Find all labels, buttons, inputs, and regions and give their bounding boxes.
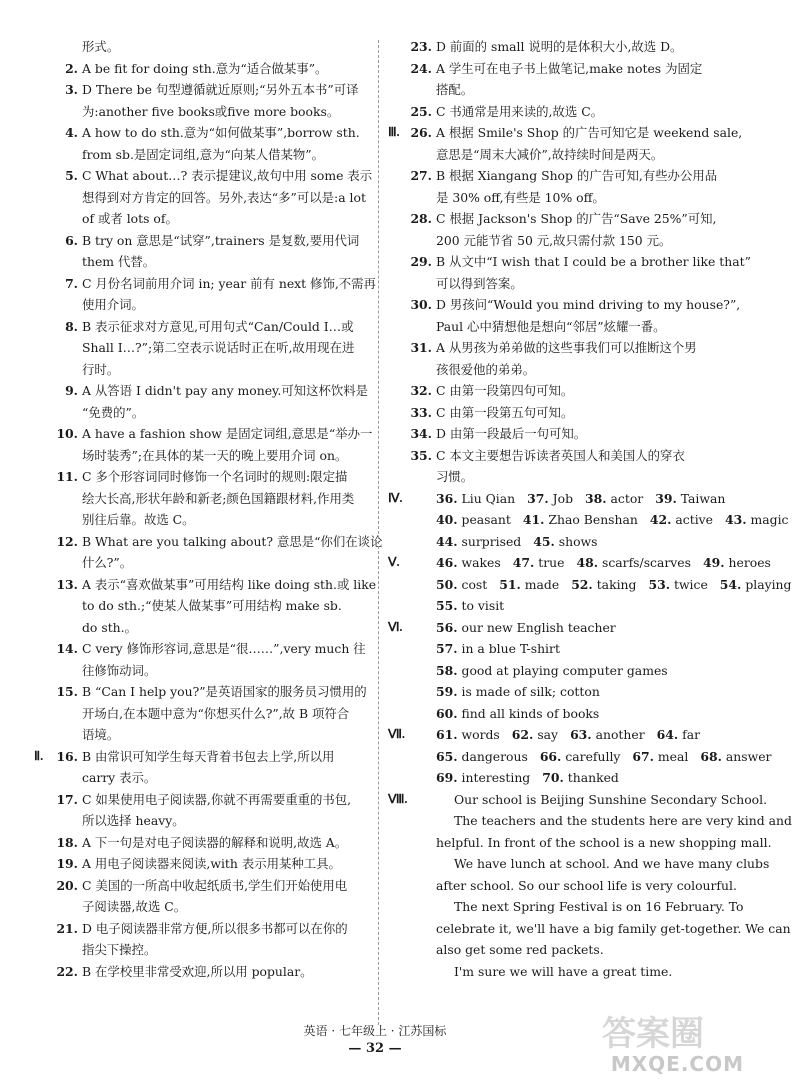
question-number: 27. [410,168,432,183]
section-numeral: Ⅴ. [388,555,400,569]
fill-answer [436,617,616,639]
answer-line: B What are you talking about? 意思是“你们在谈论 [82,533,383,549]
question-number: 37. [527,490,549,506]
answer-line: A 用电子阅读器来阅读,with 表示用某种工具。 [82,856,341,871]
question-number: 42. [649,512,672,527]
question-number: 62. [511,727,534,742]
fill-row [410,595,728,617]
question-number: 13. [56,576,78,592]
question-number: 50. [436,576,458,592]
answer-line: 是 30% off,有些是 10% off。 [436,189,605,205]
answer-line: A 根据 Smile's Shop 的广告可知它是 weekend sale, [436,125,743,140]
fill-answer [436,509,511,531]
essay-line: also get some red packets. [436,942,604,957]
question-number: 63. [570,727,592,742]
question-number: 41. [522,512,545,527]
fill-row [410,531,728,553]
answer-line: C very 修饰形容词,意思是“很……”,very much 往 [82,641,366,656]
answer-line: Shall I…?”;第二空表示说话时正在听,故用现在进 [82,340,355,355]
page-number: — 32 — [348,1041,402,1056]
answer-item [410,423,728,445]
fill-answer [436,638,560,660]
question-number: 45. [533,533,555,549]
fill-answer [436,746,528,768]
answer-item [410,445,728,488]
question-number: 10. [56,426,78,441]
answer-line: C What about…? 表示提建议,故句中用 some 表示 [82,168,373,183]
answer-line: 子阅读器,故选 C。 [82,899,187,914]
fill-answer [576,552,691,574]
question-number: 69. [436,770,458,785]
answer-item [56,230,372,273]
question-number: 12. [56,533,78,549]
answer-line: 语境。 [82,727,120,742]
fill-answer [657,724,700,746]
answer-word: say [537,727,559,742]
watermark-logo [596,1004,750,1082]
answer-line: B 从文中“I wish that I could be a brother like that” [436,254,751,269]
right-column [388,36,792,982]
answer-item [56,273,376,316]
answer-item [56,423,372,466]
fill-row [410,509,789,531]
answer-word: meal [657,748,689,764]
answer-line: of 或者 lots of。 [82,211,178,226]
answer-line: 指尖下操控。 [82,942,157,957]
answer-line: B 在学校里非常受欢迎,所以用 popular。 [82,963,313,979]
question-number: 26. [410,125,432,140]
answer-word: true [538,555,565,570]
fill-answer [540,746,621,768]
question-number: 40. [436,512,458,527]
question-number: 28. [410,211,432,226]
answer-item [56,165,372,230]
answer-word: Job [552,490,573,506]
fill-row [388,552,771,574]
answer-line: 开场白,在本题中意为“你想买什么?”,故 B 项符合 [82,705,350,721]
question-number: 59. [436,684,458,699]
fill-row [388,617,728,639]
answer-word: playing [745,576,792,592]
answer-line: 所以选择 heavy。 [82,813,185,828]
answer-word: Taiwan [680,490,726,506]
fill-answer [650,509,713,531]
fill-answer [648,574,707,596]
answer-line: 什么?”。 [82,555,133,570]
answer-line: 绘大长高,形状年龄和新老;颜色国籍跟材料,作用类 [82,490,355,506]
fill-answer [720,574,792,596]
question-number: 29. [410,254,432,269]
answer-line: A have a fashion show 是固定词组,意思是“举办一 [82,426,373,441]
question-number: 15. [56,684,78,699]
answer-line: do sth.。 [82,619,137,635]
question-number: 6. [65,232,78,248]
answer-line: 往修饰动词。 [82,662,157,678]
answer-line: 使用介词。 [82,297,144,312]
fill-answer [703,552,771,574]
answer-word: find all kinds of books [461,705,600,721]
answer-item [410,294,741,337]
answer-item [56,638,372,681]
watermark-logo-glyph: 答案圈 [602,1014,704,1054]
answer-line: them 代替。 [82,254,156,269]
answer-item [56,961,372,983]
answer-line: C 如果使用电子阅读器,你就不再需要重重的书包, [82,791,352,807]
answer-word: words [461,727,500,742]
fill-answer [725,509,789,531]
answer-item [56,380,372,423]
question-number: 43. [725,512,747,527]
answer-line: B 表示征求对方意见,可用句式“Can/Could I…或 [82,318,354,334]
answer-line: A 学生可在电子书上做笔记,make notes 为固定 [436,60,703,76]
answer-word: magic [750,512,789,527]
answer-line: A be fit for doing sth.意为“适合做某事”。 [82,60,328,76]
answer-item [56,36,372,58]
answer-item [56,832,372,854]
question-number: 21. [56,920,78,936]
answer-line: 搭配。 [436,82,474,97]
answer-word: cost [461,576,488,592]
answer-line: C 根据 Jackson's Shop 的广告“Save 25%”可知, [436,211,717,226]
fill-answer [436,574,487,596]
essay-line: helpful. In front of the school is a new shopping mall. [436,834,772,850]
answer-word: far [682,727,701,742]
question-number: 68. [700,748,722,764]
answer-line: A 下一句是对电子阅读器的解释和说明,故选 A。 [82,834,348,850]
section-numeral: Ⅶ. [388,727,405,741]
right-answer-items [388,36,751,488]
question-number: 61. [436,727,458,742]
footer-subject: 英语 · 七年级上 · 江苏国标 [303,1024,447,1038]
question-number: 5. [65,168,78,183]
answer-line: carry 表示。 [82,770,157,785]
answer-item [56,316,372,381]
answer-word: shows [558,533,598,549]
answer-line: C 美国的一所高中收起纸质书,学生们开始使用电 [82,877,348,893]
question-number: 34. [410,426,432,441]
answer-line: B try on 意思是“试穿”,trainers 是复数,要用代词 [82,232,360,248]
answer-line: C 月份名词前用介词 in; year 前有 next 修饰,不需再 [82,275,376,291]
answer-word: active [675,512,714,527]
answer-line: 习惯。 [436,469,474,484]
answer-line: B 根据 Xiangang Shop 的广告可知,有些办公用品 [436,168,718,183]
essay-line: after school. So our school life is very colourful. [436,877,737,893]
question-number: 53. [648,576,671,592]
watermark-text: MXQE.COM [610,1052,744,1076]
answer-word: actor [610,490,644,506]
section-numeral: Ⅳ. [388,490,403,505]
essay-line: I'm sure we will have a great time. [454,963,673,979]
fill-answer [499,574,559,596]
answer-word: taking [596,576,637,592]
answer-word: is made of silk; cotton [461,684,600,699]
fill-answer [571,574,636,596]
section-numeral: Ⅵ. [388,619,403,634]
section-numeral: Ⅷ. [388,791,408,806]
answer-line: D 电子阅读器非常方便,所以很多书都可以在你的 [82,920,348,936]
answer-word: dangerous [461,748,528,764]
answer-item [410,208,728,251]
essay-section [388,789,792,983]
answer-word: scarfs/scarves [601,555,691,570]
answer-item [56,853,372,875]
answer-word: in a blue T-shirt [461,641,560,656]
fill-row [410,638,728,660]
question-number: 46. [436,555,458,570]
answer-item [56,681,372,746]
answer-item [410,402,728,424]
answer-word: to visit [461,598,505,613]
essay-line: We have lunch at school. And we have many clubs [454,856,770,871]
fill-row [388,724,728,746]
answer-word: another [595,727,645,742]
section-numeral: Ⅲ. [388,125,400,139]
fill-row [410,767,728,789]
question-number: 49. [703,555,725,570]
question-number: 60. [436,705,458,721]
fill-answer [533,531,597,553]
question-number: 58. [436,662,458,678]
answer-line: A 表示“喜欢做某事”可用结构 like doing sth.或 like [82,576,377,592]
answer-word: peasant [461,512,511,527]
answer-line: 意思是“周末大减价”,故持续时间是两天。 [436,146,664,162]
essay-line: The teachers and the students here are very kind and [454,813,792,828]
answer-item [410,165,728,208]
fill-answer [585,488,643,510]
answer-line: C 由第一段第五句可知。 [436,404,574,420]
question-number: 52. [571,576,593,592]
answer-word: good at playing computer games [461,662,668,678]
answer-word: heroes [728,555,771,570]
answer-word: wakes [461,555,501,570]
question-number: 33. [410,404,432,420]
answer-item [410,36,728,58]
fill-answer [632,746,688,768]
answer-line: C 多个形容词同时修饰一个名词时的规则:限定描 [82,469,348,484]
question-number: 19. [56,856,78,871]
answer-line: 别往后靠。故选 C。 [82,512,195,527]
fill-answer [436,660,668,682]
answer-item [56,574,377,639]
answer-word: interesting [461,770,531,785]
fill-answer [436,488,515,510]
question-number: 14. [56,641,78,656]
answer-line: 场时装秀”;在具体的某一天的晚上要用介词 on。 [82,447,348,463]
question-number: 24. [410,60,432,76]
question-number: 8. [65,318,78,334]
question-number: 30. [410,297,432,312]
fill-answer [512,724,558,746]
answer-line: 200 元能节省 50 元,故只需付款 150 元。 [436,232,672,248]
answer-line: “免费的”。 [82,404,145,420]
fill-answer [570,724,645,746]
question-number: 16. [56,748,78,764]
answer-word: made [524,576,560,592]
question-number: 7. [65,275,78,291]
fill-answer [700,746,771,768]
question-number: 11. [56,469,78,484]
answer-line: B “Can I help you?”是英语国家的服务员习惯用的 [82,684,367,699]
answer-line: C 由第一段第四句可知。 [436,383,574,398]
answer-item [410,58,728,101]
question-number: 39. [655,490,677,506]
answer-item [410,101,728,123]
answer-item [56,875,372,918]
fill-answer [436,767,530,789]
question-number: 47. [512,555,535,570]
question-number: 57. [436,641,458,656]
answer-word: our new English teacher [461,619,616,635]
answer-line: 孩很爱他的弟弟。 [436,361,536,377]
question-number: 56. [436,619,458,635]
fill-answer [523,509,638,531]
answer-line: A how to do sth.意为“如何做某事”,borrow sth. [82,125,360,140]
question-number: 70. [542,770,564,785]
answer-word: Liu Qian [461,490,516,506]
answer-line: 想得到对方肯定的回答。另外,表达“多”可以是:a lot [82,189,366,205]
fill-answer [436,681,600,703]
fill-row [410,660,728,682]
answer-line: 行时。 [82,361,120,377]
fill-answer [436,531,521,553]
answer-item [388,122,743,165]
left-column [34,36,383,982]
fill-answer [655,488,725,510]
answer-item [56,79,372,122]
answer-word: carefully [565,748,621,764]
answer-item [56,789,372,832]
question-number: 23. [410,39,432,54]
question-number: 44. [436,533,458,549]
answer-line: to do sth.;“使某人做某事”可用结构 make sb. [82,598,342,613]
question-number: 51. [499,576,521,592]
question-number: 66. [539,748,562,764]
question-number: 65. [436,748,458,764]
answer-line: C 本文主要想告诉读者英国人和美国人的穿衣 [436,447,685,463]
essay-line: celebrate it, we'll have a big family get-together. We can [436,920,791,936]
question-number: 18. [56,834,78,850]
question-number: 64. [656,727,679,742]
answer-line: D 前面的 small 说明的是体积大小,故选 D。 [436,39,683,54]
answer-line: D 男孩问“Would you mind driving to my house?”, [436,297,741,312]
section-numeral: Ⅱ. [34,748,44,763]
question-number: 2. [65,60,78,76]
answer-line: from sb.是固定词组,意为“向某人借某物”。 [82,146,324,162]
fill-answer [542,767,619,789]
answer-item [410,380,728,402]
answer-item [410,337,728,380]
question-number: 17. [56,791,78,807]
answer-word: thanked [567,770,619,785]
answer-word: Zhao Benshan [548,512,638,527]
fill-answer [436,724,500,746]
answer-item [56,58,372,80]
fill-row [410,574,792,596]
fill-answer [513,552,565,574]
answer-word: surprised [461,533,522,549]
answer-item [34,746,372,789]
answer-line: A 从答语 I didn't pay any money.可知这杯饮料是 [82,383,369,398]
column-divider [378,40,379,1025]
question-number: 55. [436,598,458,613]
question-number: 36. [436,490,458,506]
question-number: 25. [410,103,432,119]
answer-line: B 由常识可知学生每天背着书包去上学,所以用 [82,748,335,764]
fill-row [410,703,728,725]
question-number: 4. [65,125,78,140]
question-number: 22. [56,963,78,979]
fill-row [410,746,772,768]
essay-line: The next Spring Festival is on 16 February. To [454,899,744,914]
fill-answer [527,488,573,510]
question-number: 35. [410,447,432,463]
answer-line: A 从男孩为弟弟做的这些事我们可以推断这个男 [436,340,697,355]
answer-item [56,531,383,574]
question-number: 54. [719,576,742,592]
fill-row [410,681,728,703]
answer-line: Paul 心中猜想他是想向“邻居”炫耀一番。 [436,318,666,334]
question-number: 3. [65,82,78,97]
question-number: 67. [632,748,654,764]
question-number: 31. [410,340,432,355]
essay-line: Our school is Beijing Sunshine Secondary School. [454,791,768,807]
fill-row [388,488,728,510]
question-number: 48. [576,555,599,570]
answer-line: 形式。 [82,39,120,54]
answer-item [56,466,372,531]
question-number: 38. [585,490,607,506]
answer-word: answer [725,748,772,764]
fill-answer [436,552,501,574]
answer-line: C 书通常是用来读的,故选 C。 [436,103,604,119]
answer-line: 可以得到答案。 [436,275,523,291]
answer-item [410,251,751,294]
question-number: 32. [410,383,432,398]
fill-answer [436,595,504,617]
answer-line: D 由第一段最后一句可知。 [436,426,587,441]
answer-line: 为:another five books或five more books。 [82,103,340,119]
answer-item [56,918,372,961]
fill-in-sections [388,488,792,789]
answer-word: twice [673,576,708,592]
answer-item [56,122,372,165]
answer-line: D There be 句型遵循就近原则;“另外五本书”可译 [82,82,359,97]
question-number: 9. [65,383,78,398]
fill-answer [436,703,599,725]
question-number: 20. [56,877,78,893]
